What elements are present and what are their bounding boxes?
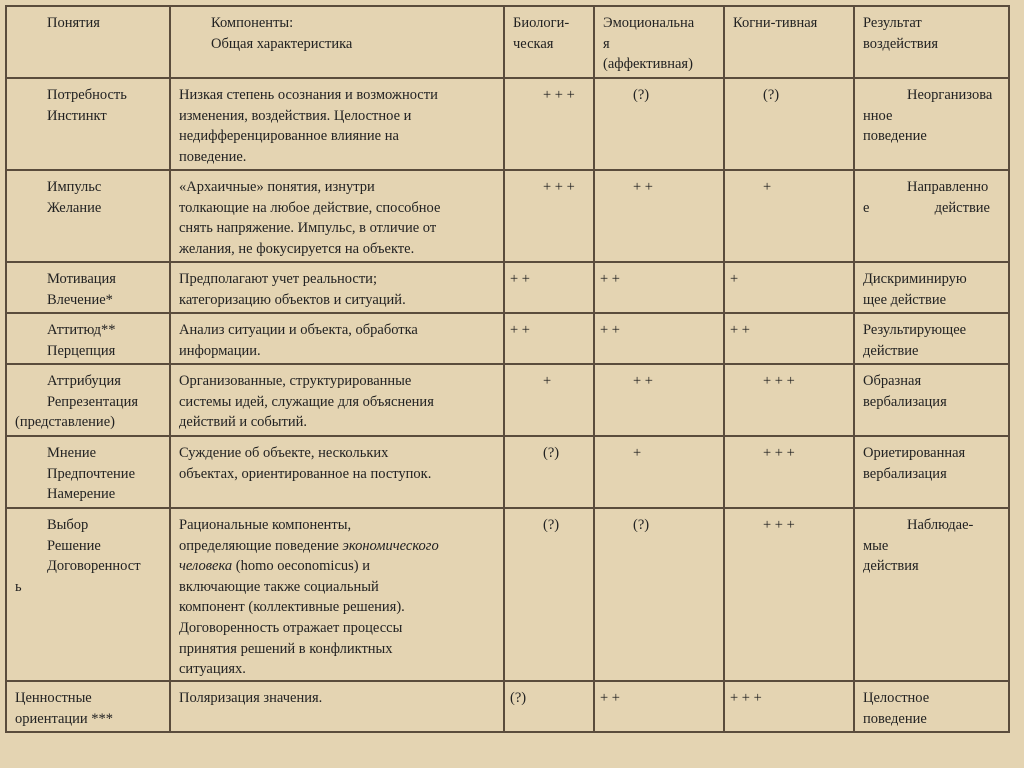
cog-cell xyxy=(724,262,854,313)
bio-value: (?) xyxy=(510,690,527,706)
description-line: толкающие на любое действие, способное xyxy=(179,199,441,216)
description-text: (homo oeconomicus) и xyxy=(232,558,370,575)
table-row xyxy=(6,262,1009,313)
cog-cell xyxy=(724,364,854,436)
result-line: Направленно xyxy=(907,179,989,195)
result-line: Ориетированная xyxy=(863,445,966,461)
bio-value: + xyxy=(543,373,552,389)
result-line: мые xyxy=(863,537,889,554)
concept-cell xyxy=(6,262,170,313)
header-emo-line: я xyxy=(603,35,610,52)
header-components-line: Компоненты: xyxy=(211,15,294,31)
description-line: изменения, воздействия. Целостное и xyxy=(179,107,412,124)
bio-value: + + + xyxy=(543,87,575,103)
cog-cell xyxy=(724,78,854,170)
result-cell xyxy=(854,78,1009,170)
header-components xyxy=(170,6,504,78)
header-concept-text: Понятия xyxy=(47,15,100,31)
emo-value: + + xyxy=(633,179,653,195)
description-line: действий и событий. xyxy=(179,414,308,431)
header-bio-line: Биологи- xyxy=(513,15,570,31)
concepts-table xyxy=(5,5,1010,733)
description-line: недифференцированное влияние на xyxy=(179,128,399,145)
result-cell xyxy=(854,313,1009,364)
description-line: Низкая степень осознания и возможности xyxy=(179,87,438,103)
concept-line: Намерение xyxy=(47,486,116,503)
result-line: Наблюдае- xyxy=(907,517,974,533)
description-cell xyxy=(170,78,504,170)
result-line: Целостное xyxy=(863,690,930,706)
description-line: системы идей, служащие для объяснения xyxy=(179,393,434,410)
description-line: Договоренность отражает процессы xyxy=(179,619,403,636)
concept-line: Репрезентация xyxy=(47,393,138,410)
description-line: информации. xyxy=(179,342,261,359)
header-concept xyxy=(6,6,170,78)
description-cell xyxy=(170,262,504,313)
description-line: Предполагают учет реальности; xyxy=(179,271,377,287)
description-line: ситуациях. xyxy=(179,661,246,678)
concept-line: Импульс xyxy=(47,179,102,195)
bio-value: + + xyxy=(510,322,530,338)
bio-cell xyxy=(504,508,594,681)
cog-cell xyxy=(724,681,854,732)
emo-value: + + xyxy=(600,271,620,287)
result-line: Неорганизова xyxy=(907,87,993,103)
bio-value: (?) xyxy=(543,517,560,533)
description-line: снять напряжение. Импульс, в отличие от xyxy=(179,220,437,237)
concept-cell xyxy=(6,313,170,364)
description-line: Рациональные компоненты, xyxy=(179,517,352,533)
header-cog-line: Когни-тивная xyxy=(733,15,818,31)
result-line: поведение xyxy=(863,128,927,145)
emo-cell xyxy=(594,313,724,364)
emo-value: (?) xyxy=(633,87,650,103)
bio-cell xyxy=(504,262,594,313)
description-cell xyxy=(170,170,504,262)
concept-line: Влечение* xyxy=(47,291,113,308)
table-row xyxy=(6,170,1009,262)
concept-line: Мнение xyxy=(47,445,97,461)
cog-cell xyxy=(724,313,854,364)
description-line xyxy=(179,556,495,577)
description-text: определяющие поведение xyxy=(179,537,343,554)
emo-value: (?) xyxy=(633,517,650,533)
description-cell xyxy=(170,313,504,364)
cog-value: + + + xyxy=(730,690,762,706)
table-row xyxy=(6,313,1009,364)
header-emo xyxy=(594,6,724,78)
table-row xyxy=(6,508,1009,681)
concept-line: ориентации *** xyxy=(15,710,114,727)
bio-cell xyxy=(504,364,594,436)
result-cell xyxy=(854,436,1009,508)
description-line: желания, не фокусируется на объекте. xyxy=(179,240,415,257)
result-line: поведение xyxy=(863,710,927,727)
result-line: нное xyxy=(863,107,893,124)
result-line: вербализация xyxy=(863,465,947,482)
result-cell xyxy=(854,170,1009,262)
concept-line: Инстинкт xyxy=(47,107,107,124)
bio-cell xyxy=(504,681,594,732)
bio-cell xyxy=(504,78,594,170)
result-line: вербализация xyxy=(863,393,947,410)
result-line: Результирующее xyxy=(863,322,967,338)
emo-value: + + xyxy=(600,690,620,706)
emo-cell xyxy=(594,262,724,313)
cog-value: + + + xyxy=(763,445,795,461)
bio-cell xyxy=(504,436,594,508)
cog-value: + + + xyxy=(763,517,795,533)
emo-cell xyxy=(594,508,724,681)
description-cell xyxy=(170,436,504,508)
description-line: объектах, ориентированное на поступок. xyxy=(179,465,432,482)
result-line: щее действие xyxy=(863,291,947,308)
header-row xyxy=(6,6,1009,78)
result-line: Образная xyxy=(863,373,922,389)
header-result-line: Результат xyxy=(863,15,922,31)
concept-line: Потребность xyxy=(47,87,127,103)
cog-cell xyxy=(724,170,854,262)
emo-cell xyxy=(594,436,724,508)
concept-line: (представление) xyxy=(15,414,115,431)
emo-cell xyxy=(594,681,724,732)
bio-cell xyxy=(504,170,594,262)
bio-value: (?) xyxy=(543,445,560,461)
description-line: категоризацию объектов и ситуаций. xyxy=(179,291,406,308)
header-cog xyxy=(724,6,854,78)
concept-line: Договоренност xyxy=(47,558,141,575)
header-emo-line: Эмоциональна xyxy=(603,15,695,31)
cog-value: + xyxy=(730,271,739,287)
header-components-line: Общая характеристика xyxy=(211,35,353,52)
header-result xyxy=(854,6,1009,78)
cog-cell xyxy=(724,436,854,508)
description-line: Поляризация значения. xyxy=(179,690,323,706)
header-bio-line: ческая xyxy=(513,35,554,52)
cog-value: + + + xyxy=(763,373,795,389)
result-line: действия xyxy=(863,558,919,575)
emo-cell xyxy=(594,170,724,262)
cog-value: + xyxy=(763,179,772,195)
table-row xyxy=(6,436,1009,508)
description-cell xyxy=(170,364,504,436)
description-line: Анализ ситуации и объекта, обработка xyxy=(179,322,418,338)
description-italic-term: человека xyxy=(179,558,233,575)
result-line: Дискриминирую xyxy=(863,271,967,287)
emo-value: + xyxy=(633,445,642,461)
concept-cell xyxy=(6,436,170,508)
concept-line: Аттрибуция xyxy=(47,373,121,389)
description-italic-term: экономического xyxy=(342,537,439,554)
concept-cell xyxy=(6,681,170,732)
description-line: включающие также социальный xyxy=(179,578,379,595)
result-cell xyxy=(854,508,1009,681)
bio-cell xyxy=(504,313,594,364)
emo-cell xyxy=(594,78,724,170)
description-line xyxy=(179,536,495,557)
header-emo-line: (аффективная) xyxy=(603,56,693,73)
concept-line: Перцепция xyxy=(47,342,116,359)
concept-line: Желание xyxy=(47,199,102,216)
concept-line: Решение xyxy=(47,537,101,554)
result-cell xyxy=(854,262,1009,313)
table-body xyxy=(6,78,1009,732)
header-result-line: воздействия xyxy=(863,35,939,52)
description-cell xyxy=(170,508,504,681)
description-line: поведение. xyxy=(179,148,247,165)
result-cell xyxy=(854,364,1009,436)
result-line: действие xyxy=(863,342,919,359)
description-line: Суждение об объекте, нескольких xyxy=(179,445,389,461)
cog-value: (?) xyxy=(763,87,780,103)
header-bio xyxy=(504,6,594,78)
description-line: Организованные, структурированные xyxy=(179,373,412,389)
emo-value: + + xyxy=(633,373,653,389)
table-row xyxy=(6,681,1009,732)
concept-line: Ценностные xyxy=(15,690,92,706)
bio-value: + + + xyxy=(543,179,575,195)
result-line: е действие xyxy=(863,199,990,216)
concept-cell xyxy=(6,364,170,436)
cog-value: + + xyxy=(730,322,750,338)
table-row xyxy=(6,78,1009,170)
concept-line: Предпочтение xyxy=(47,465,135,482)
concept-line: Мотивация xyxy=(47,271,116,287)
concept-line: ь xyxy=(15,578,22,595)
cog-cell xyxy=(724,508,854,681)
description-line: «Архаичные» понятия, изнутри xyxy=(179,179,375,195)
concept-line: Аттитюд** xyxy=(47,322,116,338)
bio-value: + + xyxy=(510,271,530,287)
table-row xyxy=(6,364,1009,436)
emo-value: + + xyxy=(600,322,620,338)
description-cell xyxy=(170,681,504,732)
description-line: компонент (коллективные решения). xyxy=(179,599,405,616)
concept-cell xyxy=(6,78,170,170)
result-cell xyxy=(854,681,1009,732)
concept-cell xyxy=(6,170,170,262)
concept-line: Выбор xyxy=(47,517,89,533)
description-line: принятия решений в конфликтных xyxy=(179,640,393,657)
emo-cell xyxy=(594,364,724,436)
concept-cell xyxy=(6,508,170,681)
